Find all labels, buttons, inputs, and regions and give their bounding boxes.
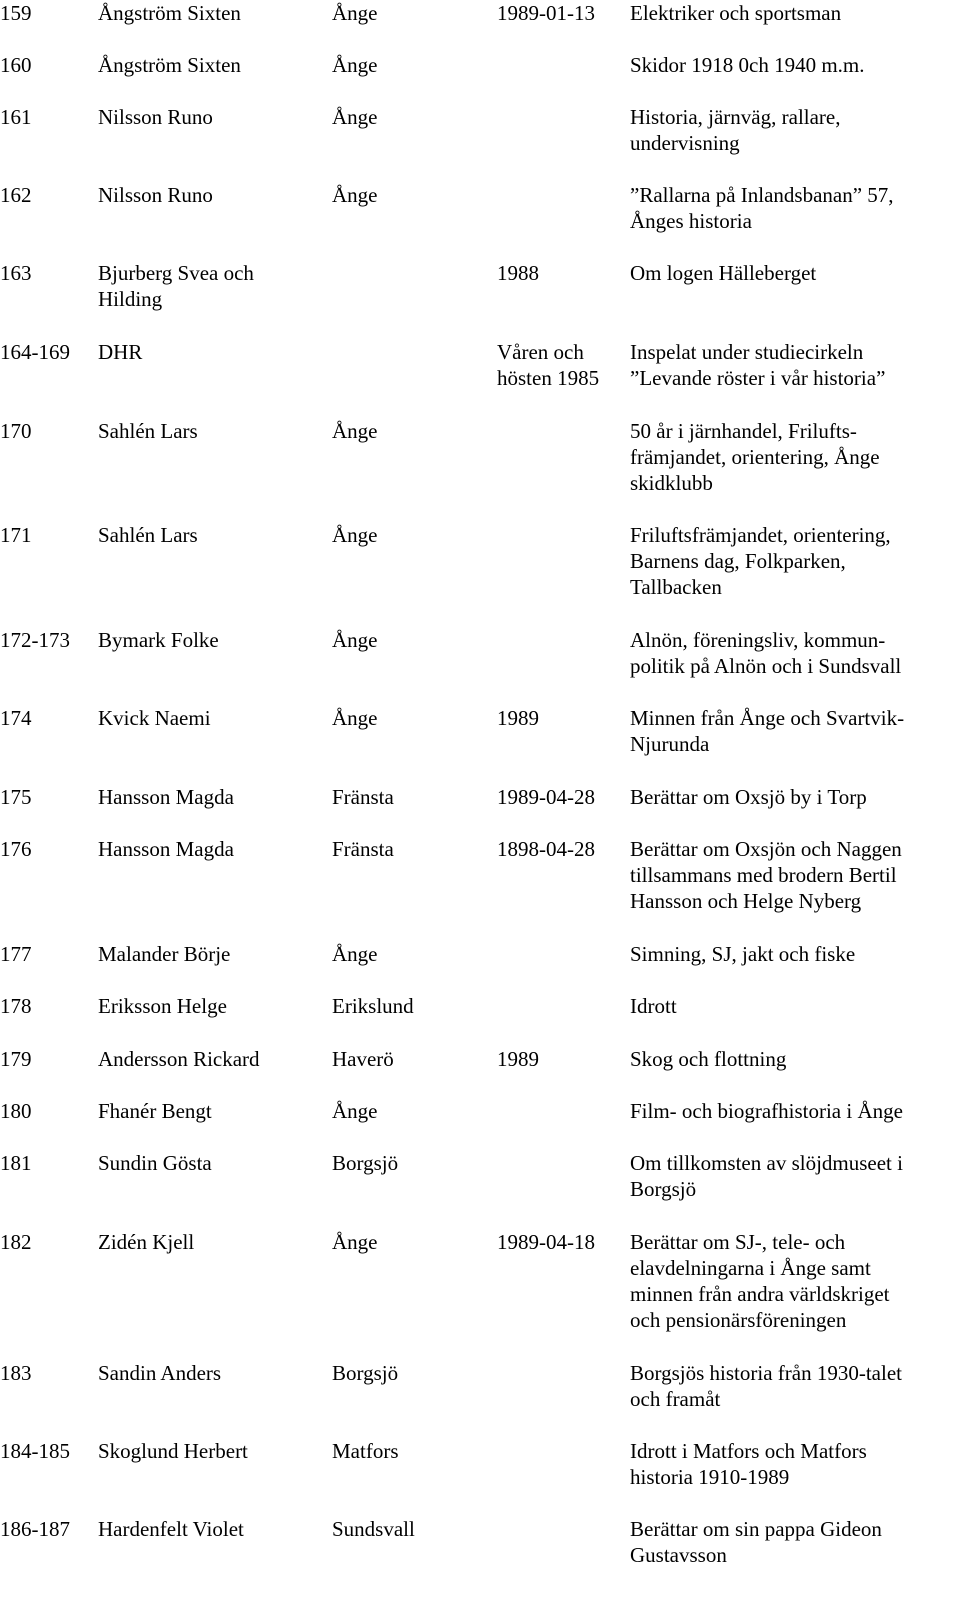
topic-line: tillsammans med brodern Bertil [630,863,897,887]
topic [630,260,960,286]
narrator-name-line: Ångström Sixten [98,1,241,25]
place: Borgsjö [332,1361,399,1385]
recording-number: 160 [0,53,32,77]
narrator-name [98,1438,328,1464]
narrator-name [98,1098,328,1124]
place: Sundsvall [332,1517,415,1541]
recording-date-line: Våren och [497,340,584,364]
recording-date [497,1229,627,1255]
topic-line: Om tillkomsten av slöjdmuseet i [630,1151,903,1175]
topic [630,705,960,757]
recording-date-line: 1989 [497,1047,539,1071]
recording-number: 178 [0,994,32,1018]
narrator-name-line: Sahlén Lars [98,523,198,547]
narrator-name [98,1046,328,1072]
recording-number: 172-173 [0,628,70,652]
narrator-name-line: Hansson Magda [98,785,234,809]
topic-line: Borgsjös historia från 1930-talet [630,1361,902,1385]
topic-line: Borgsjö [630,1177,697,1201]
topic-line: Historia, järnväg, rallare, [630,105,841,129]
recording-date-line: 1988 [497,261,539,285]
topic-line: Berättar om SJ-, tele- och [630,1230,846,1254]
narrator-name [98,339,328,365]
recording-number: 170 [0,419,32,443]
narrator-name-line: Bymark Folke [98,628,219,652]
recording-number: 161 [0,105,32,129]
topic-line: Elektriker och sportsman [630,1,842,25]
narrator-name [98,260,328,312]
narrator-name [98,418,328,444]
recording-number: 176 [0,837,32,861]
topic-line: Njurunda [630,732,710,756]
recording-date [497,260,627,286]
narrator-name [98,52,328,78]
topic-line: och pensionärsföreningen [630,1308,847,1332]
place: Ånge [332,628,378,652]
recording-date-line: 1989-04-28 [497,785,595,809]
place: Matfors [332,1439,399,1463]
topic-line: främjandet, orientering, Ånge [630,445,880,469]
narrator-name [98,1360,328,1386]
place: Ånge [332,942,378,966]
place: Ånge [332,706,378,730]
narrator-name [98,522,328,548]
topic-line: Hansson och Helge Nyberg [630,889,862,913]
narrator-name-line: Eriksson Helge [98,994,227,1018]
narrator-name-line: Hansson Magda [98,837,234,861]
topic-line: politik på Alnön och i Sundsvall [630,654,902,678]
topic [630,1046,960,1072]
topic-line: skidklubb [630,471,713,495]
recording-number: 182 [0,1230,32,1254]
narrator-name-line: Skoglund Herbert [98,1439,248,1463]
topic-line: Skog och flottning [630,1047,787,1071]
narrator-name [98,993,328,1019]
topic-line: Tallbacken [630,575,722,599]
topic [630,1438,960,1490]
recording-number: 162 [0,183,32,207]
topic [630,993,960,1019]
recording-number: 186-187 [0,1517,70,1541]
topic-line: Gustavsson [630,1543,727,1567]
recording-date-line: 1989-04-18 [497,1230,595,1254]
place: Ånge [332,1230,378,1254]
recording-number: 181 [0,1151,32,1175]
topic-line: Skidor 1918 0ch 1940 m.m. [630,53,865,77]
topic-line: Minnen från Ånge och Svartvik- [630,706,905,730]
recording-date [497,1046,627,1072]
narrator-name-line: Sundin Gösta [98,1151,212,1175]
narrator-name [98,1516,328,1542]
topic [630,1516,960,1568]
narrator-name-line: Nilsson Runo [98,105,213,129]
topic-line: Friluftsfrämjandet, orientering, [630,523,891,547]
narrator-name [98,0,328,26]
topic-line: historia 1910-1989 [630,1465,790,1489]
place: Erikslund [332,994,414,1018]
topic [630,941,960,967]
recording-number: 180 [0,1099,32,1123]
recording-number: 159 [0,1,32,25]
recording-number: 174 [0,706,32,730]
narrator-name [98,836,328,862]
recording-date-line: 1898-04-28 [497,837,595,861]
narrator-name [98,705,328,731]
topic-line: minnen från andra världskriget [630,1282,890,1306]
narrator-name-line: Hilding [98,287,163,311]
topic [630,418,960,496]
place: Ånge [332,105,378,129]
recording-date-line: 1989-01-13 [497,1,595,25]
place: Fränsta [332,785,394,809]
place: Fränsta [332,837,394,861]
topic-line: Ånges historia [630,209,752,233]
narrator-name-line: Bjurberg Svea och [98,261,254,285]
topic-line: elavdelningarna i Ånge samt [630,1256,871,1280]
topic-line: Barnens dag, Folkparken, [630,549,846,573]
recording-number: 183 [0,1361,32,1385]
topic [630,627,960,679]
topic [630,1150,960,1202]
topic [630,182,960,234]
topic-line: Om logen Hälleberget [630,261,817,285]
topic [630,1229,960,1333]
narrator-name [98,182,328,208]
narrator-name-line: Zidén Kjell [98,1230,195,1254]
recording-date-line: hösten 1985 [497,366,600,390]
topic-line: Berättar om Oxsjö by i Torp [630,785,867,809]
place: Ånge [332,419,378,443]
place: Ånge [332,183,378,207]
recording-date-line: 1989 [497,706,539,730]
topic-line: Berättar om Oxsjön och Naggen [630,837,902,861]
topic-line: 50 år i järnhandel, Frilufts- [630,419,857,443]
topic-line: Idrott i Matfors och Matfors [630,1439,867,1463]
recording-number: 164-169 [0,340,70,364]
narrator-name-line: Fhanér Bengt [98,1099,212,1123]
topic-line: ”Rallarna på Inlandsbanan” 57, [630,183,894,207]
topic-line: Alnön, föreningsliv, kommun- [630,628,886,652]
topic-line: och framåt [630,1387,721,1411]
topic [630,0,960,26]
recording-date [497,784,627,810]
recording-number: 175 [0,785,32,809]
narrator-name-line: Malander Börje [98,942,231,966]
place: Ånge [332,523,378,547]
narrator-name-line: Hardenfelt Violet [98,1517,244,1541]
recording-number: 163 [0,261,32,285]
recording-date [497,339,627,391]
recording-number: 171 [0,523,32,547]
topic [630,784,960,810]
narrator-name [98,941,328,967]
topic-line: ”Levande röster i vår historia” [630,366,886,390]
narrator-name-line: Nilsson Runo [98,183,213,207]
topic [630,522,960,600]
topic-line: undervisning [630,131,740,155]
topic [630,836,960,914]
recording-date [497,705,627,731]
recording-date [497,836,627,862]
topic-line: Simning, SJ, jakt och fiske [630,942,856,966]
recording-date [497,0,627,26]
narrator-name-line: Kvick Naemi [98,706,211,730]
narrator-name [98,1150,328,1176]
narrator-name-line: Andersson Rickard [98,1047,260,1071]
recording-number: 179 [0,1047,32,1071]
recording-number: 177 [0,942,32,966]
topic-line: Berättar om sin pappa Gideon [630,1517,882,1541]
place: Borgsjö [332,1151,399,1175]
narrator-name-line: Sandin Anders [98,1361,222,1385]
topic-line: Film- och biografhistoria i Ånge [630,1099,903,1123]
place: Ånge [332,1,378,25]
place: Haverö [332,1047,394,1071]
topic [630,104,960,156]
narrator-name-line: Sahlén Lars [98,419,198,443]
recording-number: 184-185 [0,1439,70,1463]
narrator-name [98,627,328,653]
topic [630,1360,960,1412]
place: Ånge [332,1099,378,1123]
narrator-name [98,784,328,810]
topic-line: Inspelat under studiecirkeln [630,340,864,364]
topic [630,1098,960,1124]
place: Ånge [332,53,378,77]
narrator-name-line: Ångström Sixten [98,53,241,77]
topic [630,52,960,78]
narrator-name-line: DHR [98,340,143,364]
topic-line: Idrott [630,994,677,1018]
topic [630,339,960,391]
narrator-name [98,104,328,130]
narrator-name [98,1229,328,1255]
